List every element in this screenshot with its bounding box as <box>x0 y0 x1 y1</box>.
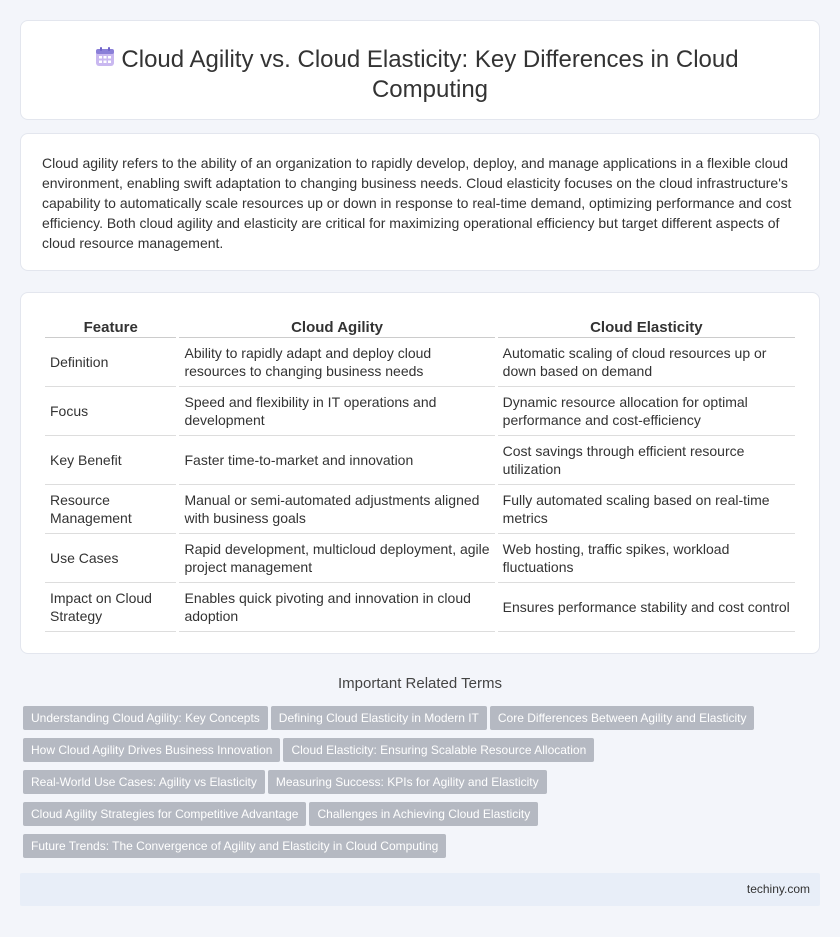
related-term-tag[interactable]: Core Differences Between Agility and Elasticity <box>490 706 755 730</box>
row-feature: Focus <box>45 387 176 436</box>
footer-site-link[interactable]: techiny.com <box>746 882 810 896</box>
table-row <box>45 338 795 387</box>
related-terms-list <box>23 706 803 866</box>
header-cloud-agility: Cloud Agility <box>179 316 494 338</box>
row-agility: Speed and flexibility in IT operations and development <box>179 387 494 436</box>
row-agility: Faster time-to-market and innovation <box>179 436 494 485</box>
related-term-tag[interactable]: Cloud Agility Strategies for Competitive Advantage <box>23 802 306 826</box>
related-term-tag[interactable]: How Cloud Agility Drives Business Innovation <box>23 738 280 762</box>
intro-card <box>20 133 820 271</box>
row-elasticity: Cost savings through efficient resource utilization <box>498 436 795 485</box>
row-elasticity: Automatic scaling of cloud resources up or down based on demand <box>498 338 795 387</box>
row-agility: Manual or semi-automated adjustments aligned with business goals <box>179 485 494 534</box>
row-feature: Impact on Cloud Strategy <box>45 583 176 632</box>
related-term-tag[interactable]: Future Trends: The Convergence of Agility and Elasticity in Cloud Computing <box>23 834 446 858</box>
header-cloud-elasticity: Cloud Elasticity <box>498 316 795 338</box>
table-row <box>45 583 795 632</box>
related-terms-title: Important Related Terms <box>338 675 502 692</box>
related-term-tag[interactable]: Challenges in Achieving Cloud Elasticity <box>309 802 538 826</box>
comparison-table-card <box>20 292 820 654</box>
related-term-tag[interactable]: Defining Cloud Elasticity in Modern IT <box>271 706 487 730</box>
row-feature: Definition <box>45 338 176 387</box>
row-feature: Use Cases <box>45 534 176 583</box>
header-feature: Feature <box>45 316 176 338</box>
row-elasticity: Ensures performance stability and cost control <box>498 583 795 632</box>
row-agility: Rapid development, multicloud deployment, agile project management <box>179 534 494 583</box>
row-elasticity: Dynamic resource allocation for optimal performance and cost-efficiency <box>498 387 795 436</box>
title-card <box>20 20 820 120</box>
table-header-row <box>45 316 795 338</box>
comparison-table <box>42 316 798 632</box>
table-row <box>45 436 795 485</box>
table-row <box>45 534 795 583</box>
row-elasticity: Fully automated scaling based on real-time metrics <box>498 485 795 534</box>
related-term-tag[interactable]: Real-World Use Cases: Agility vs Elasticity <box>23 770 265 794</box>
related-term-tag[interactable]: Understanding Cloud Agility: Key Concepts <box>23 706 268 730</box>
row-feature: Resource Management <box>45 485 176 534</box>
footer <box>20 873 820 906</box>
intro-paragraph: Cloud agility refers to the ability of an organization to rapidly develop, deploy, and manage applications in a flexible cloud environment, enabling swift adaptation to changing business needs. Cloud elasticity focuses on the cloud infrastructure's capability to automatically scale resources up or down in response to real-time demand, optimizing performance and cost efficiency. Both cloud agility and elasticity are critical for maximizing operational efficiency but target different aspects of cloud resource management. <box>42 155 792 251</box>
row-agility: Ability to rapidly adapt and deploy cloud resources to changing business needs <box>179 338 494 387</box>
related-term-tag[interactable]: Measuring Success: KPIs for Agility and Elasticity <box>268 770 547 794</box>
table-row <box>45 485 795 534</box>
row-agility: Enables quick pivoting and innovation in cloud adoption <box>179 583 494 632</box>
table-row <box>45 387 795 436</box>
row-elasticity: Web hosting, traffic spikes, workload fluctuations <box>498 534 795 583</box>
related-term-tag[interactable]: Cloud Elasticity: Ensuring Scalable Resource Allocation <box>283 738 594 762</box>
row-feature: Key Benefit <box>45 436 176 485</box>
page-title: Cloud Agility vs. Cloud Elasticity: Key Differences in Cloud Computing <box>121 46 739 103</box>
